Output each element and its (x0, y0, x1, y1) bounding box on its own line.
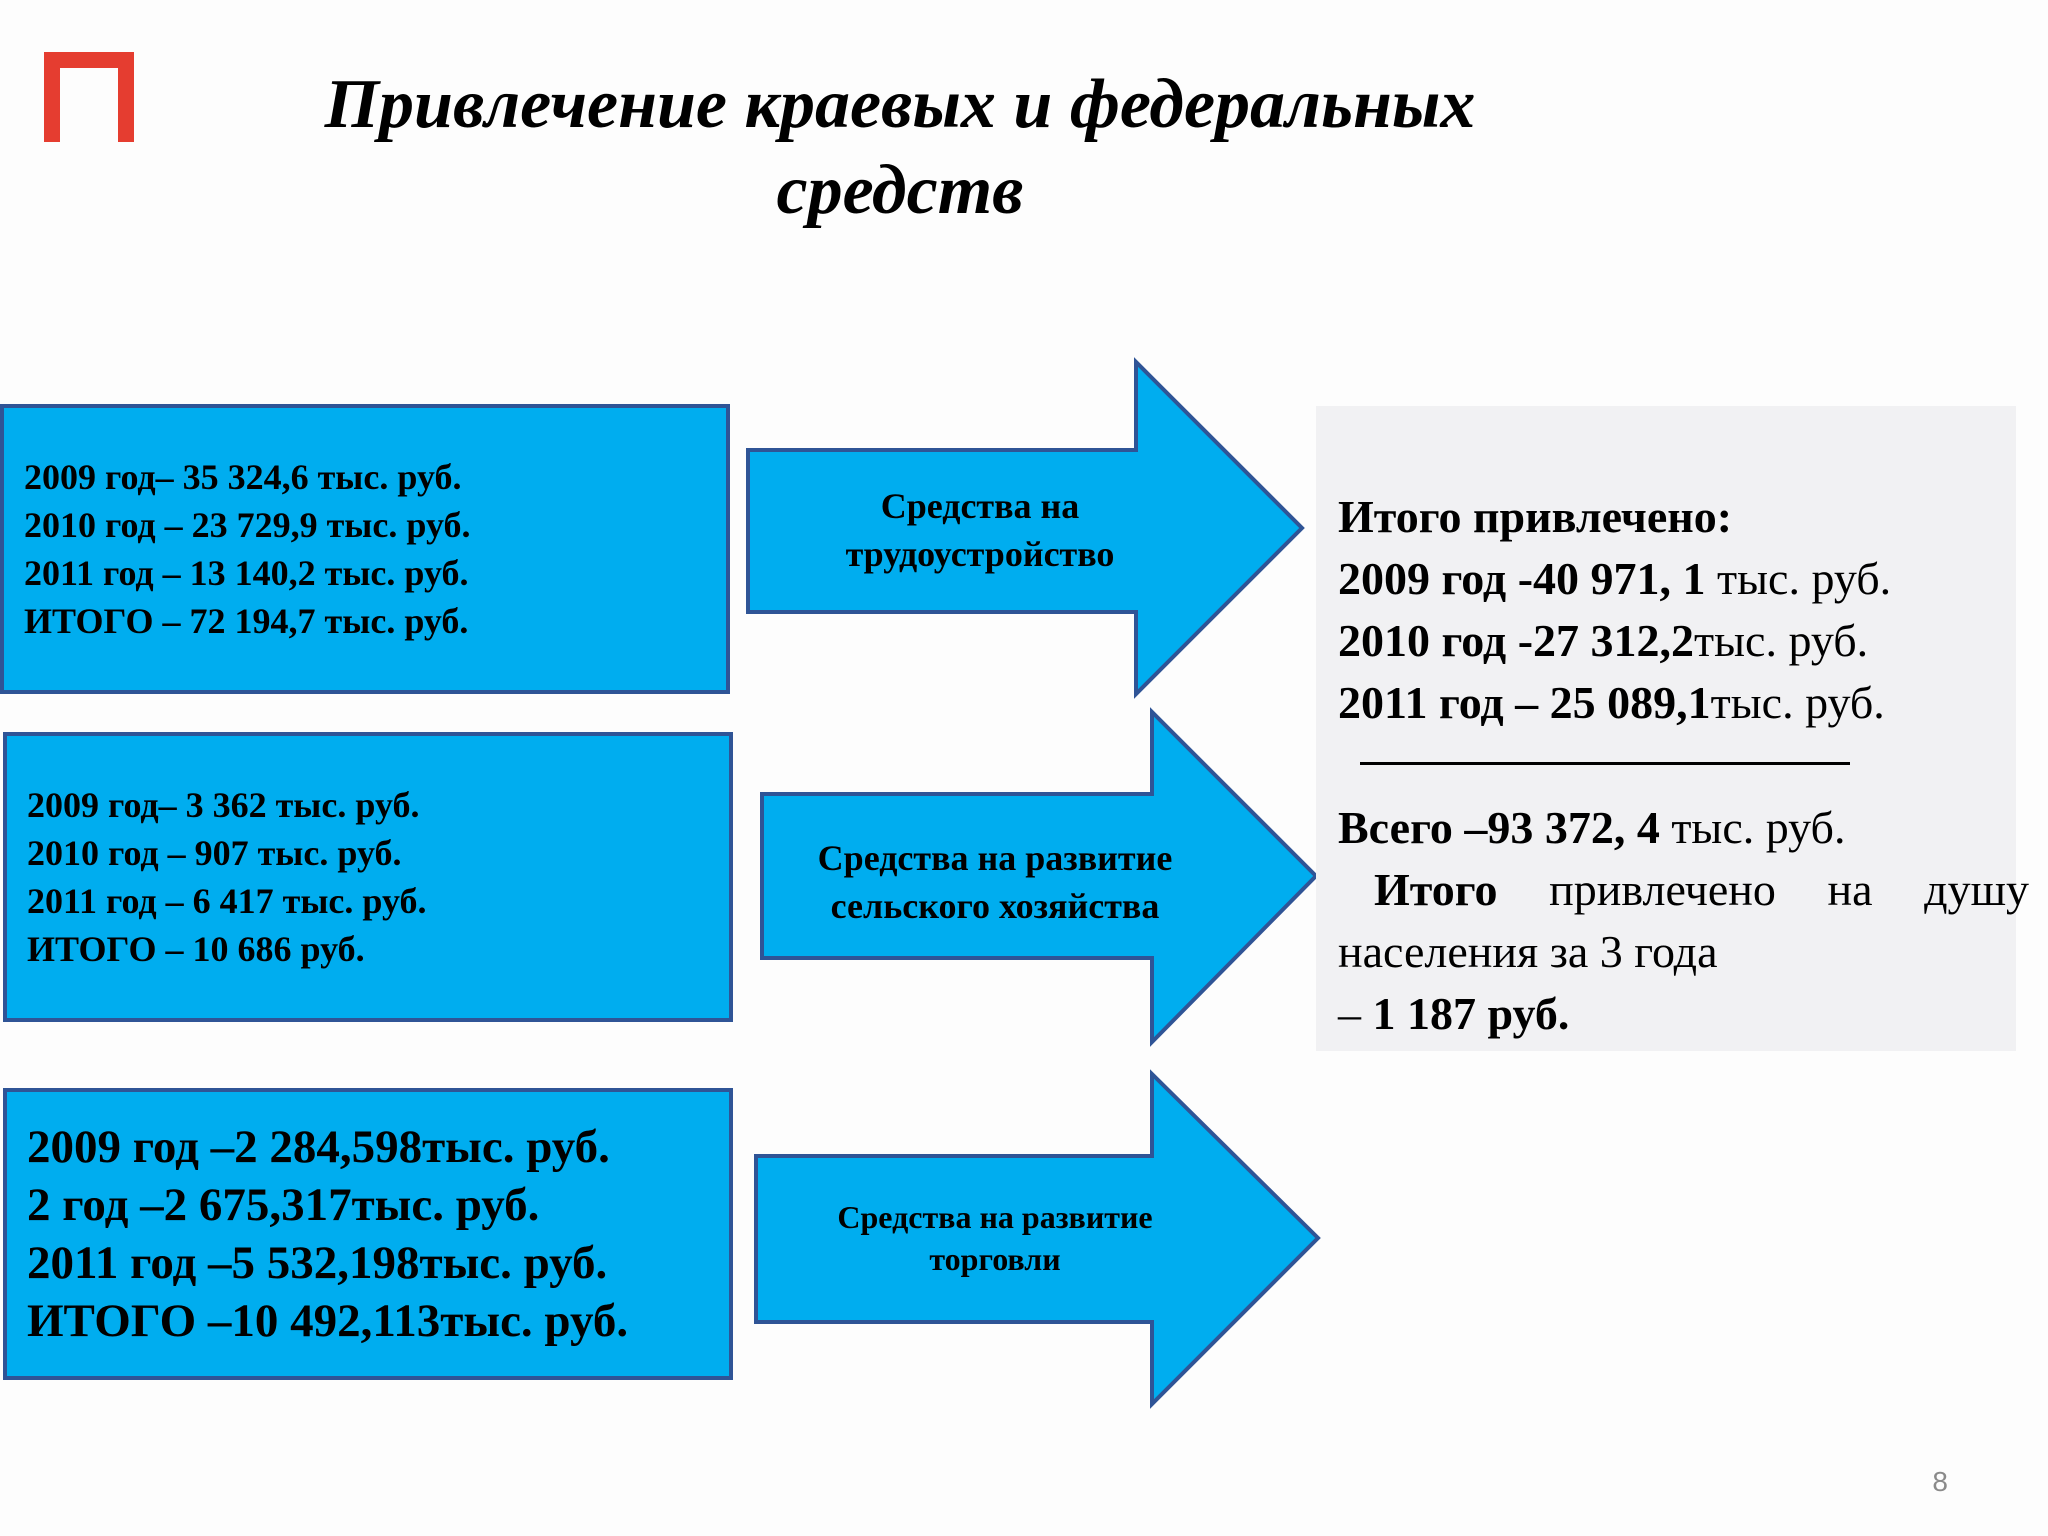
summary-per-capita-value: 1 187 руб. (1372, 988, 1570, 1039)
summary-panel (1316, 406, 2029, 1051)
summary-total-value: Всего –93 372, 4 (1338, 802, 1660, 853)
title-line-1: Привлечение краевых и федеральных (324, 66, 1476, 143)
summary-per-capita-line2: населения за 3 года (1338, 926, 1718, 977)
arrow-label-line: Средства на развитие (837, 1199, 1153, 1235)
box-line: ИТОГО – 10 686 руб. (27, 929, 365, 969)
arrow-label-line: сельского хозяйства (830, 886, 1160, 926)
summary-divider (1360, 762, 1850, 765)
arrow-label-line: торговли (929, 1241, 1061, 1277)
summary-2009 (1338, 548, 1998, 610)
box-line: 2011 год – 13 140,2 тыс. руб. (24, 553, 469, 593)
box-line: 2009 год– 3 362 тыс. руб. (27, 785, 420, 825)
summary-heading: Итого привлечено: (1338, 491, 1733, 542)
box-line: 2 год –2 675,317тыс. руб. (27, 1179, 540, 1231)
summary-2010 (1338, 610, 1998, 672)
page-number: 8 (1932, 1466, 1948, 1497)
summary-2011-unit: тыс. руб. (1710, 677, 1885, 728)
summary-2010-unit: тыс. руб. (1694, 615, 1869, 666)
arrow-label-agriculture (770, 834, 1220, 930)
arrow-label-employment (760, 482, 1200, 578)
title-line-2: средств (776, 152, 1024, 229)
summary-total-unit: тыс. руб. (1659, 802, 1846, 853)
arrow-label-line: трудоустройство (845, 534, 1115, 574)
summary-total (1338, 797, 1998, 859)
box-line: 2010 год – 907 тыс. руб. (27, 833, 402, 873)
box-line: ИТОГО –10 492,113тыс. руб. (27, 1295, 629, 1347)
summary-2010-value: 2010 год -27 312,2 (1338, 615, 1695, 666)
summary-2011 (1338, 672, 1998, 734)
arrow-label-trade (770, 1196, 1220, 1280)
summary-per-capita-text: привлечено на душу (1497, 864, 2029, 915)
box-line: ИТОГО – 72 194,7 тыс. руб. (24, 601, 469, 641)
summary-2009-value: 2009 год -40 971, 1 (1338, 553, 1706, 604)
box-line: 2010 год – 23 729,9 тыс. руб. (24, 505, 471, 545)
summary-per-capita-dash: – (1338, 988, 1373, 1039)
box-line: 2009 год– 35 324,6 тыс. руб. (24, 457, 462, 497)
summary-per-capita-value-line (1338, 983, 1998, 1045)
box-line: 2011 год –5 532,198тыс. руб. (27, 1237, 608, 1289)
box-line: 2009 год –2 284,598тыс. руб. (27, 1121, 610, 1173)
summary-2011-value: 2011 год – 25 089,1 (1338, 677, 1711, 728)
summary-per-capita (1338, 859, 2029, 921)
summary-2009-unit: тыс. руб. (1705, 553, 1892, 604)
arrow-label-line: Средства на развитие (817, 838, 1173, 878)
arrow-label-line: Средства на (880, 486, 1080, 526)
box-line: 2011 год – 6 417 тыс. руб. (27, 881, 427, 921)
summary-per-capita-label: Итого (1374, 864, 1498, 915)
